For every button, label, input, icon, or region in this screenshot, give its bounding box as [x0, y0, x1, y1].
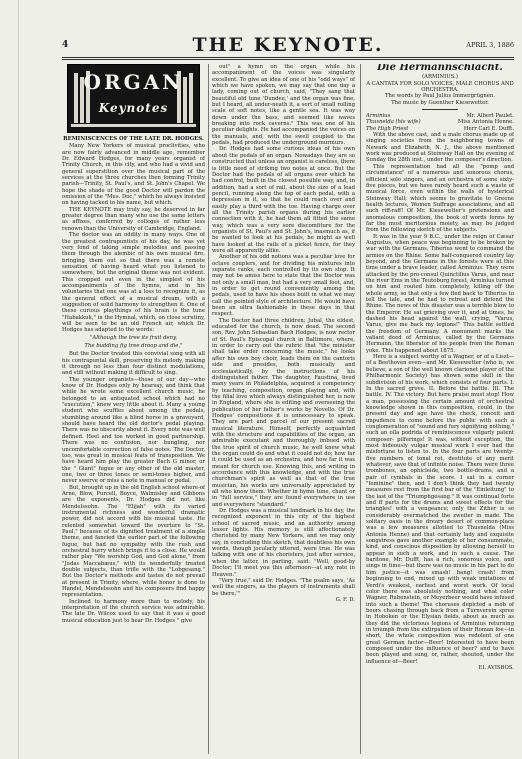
header-rule — [62, 57, 514, 58]
paragraph: But the Doctor treated this convivial song with all his contrapuntal skill, preserving its melody, making it through no less than four distinct modulations, and still without making it difficult to sing. — [62, 351, 205, 377]
paragraph: Another of his odd notions was a peculiar love for octave couplers, and for dividing his mixtures into separate ranks, each controlled by its own stop. It may not be amiss here to state that the Doctor was not only a small man, but had a very small foot, and, in order to get round conveniently among the pedals, used to have his shoes built in what we may call the pointed style of architecture. He would have been an ultra fashionable in these days in that respect. — [212, 254, 355, 318]
paragraph: out" a hymn on the organ, while his accompaniment of the voices was singularly excellent. To give an idea of one of his "odd ways" of which we have spoken, we may say that one day a lady, coming out of church, said, "They sang that beautiful old tune 'Dundee,' and the organ was fine, but I heard, all under-neath it, a sort of small rolling scale of soft notes, like a gentle sea. It was way down under the bass, and seemed like waves breaking into rock caverns." This was one of his peculiar delights. He had accompanied the voices on the manuals, and, with the swell coupled to the pedals, had produced the underground murmurs. — [212, 64, 355, 147]
quote-line: The budding fig tree droop and die," — [84, 343, 183, 349]
paragraph: THE KEYNOTE may truly say, he deserved in far greater degree than many who use the same letters as affixes, conferred by colleges of rather less renown than the University of Cambridge, England. — [62, 206, 205, 232]
issue-date: APRIL 3, 1886 — [466, 41, 514, 49]
page-number: 4 — [62, 40, 69, 50]
article-subtitle: (ARMINIUS.) — [422, 74, 458, 81]
signature: G. F. D. — [335, 596, 355, 603]
cast-performer: Herr Carl E. Dufft. — [463, 125, 514, 132]
page-header — [62, 34, 514, 56]
header-rule-2 — [62, 59, 514, 60]
paragraph: The Doctor had three children; Jubal, the eldest, educated for the church, is now dead. The second son, Rev. John Sebastian Bach Hodges, is now rector of St. Paul's Episcopal church in Baltimore, where, in order to carry out the rubric that "the minister shall take order concerning the music," he looks after his own boy choir, leads them on the cantoris side and presides, both musically and ecclesiastically, by the instructions of his distinguished father. The daughter, Faustina, lived many years in Philadelphia, acquired a competency by teaching, composition, organ playing and, with the filial love which always distinguished her, is now in England, where she is editing and overseeing the publication of her father's works by Novello. Of Dr. Hodges' compositions it is unnecessary to speak. They are part and parcel of our present sacred musical literature. Himself, perfectly acquainted with the structure and capabilities of the organ, an admirable executant and thoroughly imbued with the true spirit of church music, he well knew what the organ could do and what it could not do; how far it could be used as an orchestra, and how far it was meant for church use. Knowing this, and writing in accordance with this knowledge, and with the true churchman's spirit as well as that of the true musician, his works are universally appreciated by all who know them. Whether in hymn tune, chant or in "full service," they are found everywhere in use and everywhere "standard." — [212, 317, 355, 508]
paragraph: "Very true," said Dr. Hodges. "The psalm says, 'As well the singers, as the players of instruments shall be there.'" — [212, 577, 355, 597]
logo-word-organ: ORGAN — [83, 70, 184, 94]
paragraph: Here is a subject worthy of a Wagner, or of a Liszt—of a Beethoven even—and Mr. Kiesewetter (who is, we believe, a son of the well known clarionet player of the Philharmonic Society) has shown some skill in the subdivision of his work, which consists of four parts. I. In the sacred grove. II. Before the battle. III. The battle. IV. The victory. But here praise must stop! How a man, possessing the certain amount of orchestral knowledge shown in this composition, could, in the present day and age have the check, conceit and impudence to come before the public with such a conglomeration of "sound and fury signifying nothing," such an olla podrida of reminiscences vulgarly patent composer- pilferings! It was, without exception, the most hideously vulgar musical work I ever had the misfortune to listen to. In the four parts are twenty-five numbers of tonal rot, destitute of any merit whatever, save that of infinite noise. There were three trombones, an ophicleide, two bottle-drums, and a pair of cymbals in the score. I sat in a corner "feminine" then, and I don't think they had twenty measures rest from the first bar of the "Einleitung" to the last of the "Triumphgesang." It was continual forte and ff parts for the drums and sweet effects for the triangles! with a vengeance; only the Zither is so considerably overmatched the zweiter in made. The solitary oasis in the dreary desert of common-place was a few measures allotted to Thusnelda (Miss Antonia Henne) and that certainly lady and exquisite songstress gave another example of her consummate, kind, and conscious disposition by allowing herself to appear in such a work, and in such a cause. The baritone, Mr. Dufft, has a rich, sonorous voice, and sings in time—but there was no music in his part to do him justice—it was smash! bang! crash! from beginning to end, mixed up with weak imitations of Verdi's weakest, earliest and worst work. Of local color there was absolutely nothing, and what color Wagner, Rubenstein, or Meyerbeer would have infused into such a theme! The choruses depicted a mob of boors chasing through back from a Turnverein spree in Hoboken or the Elysian fields, about as much as they did the victorious legions of Arminius returning in triumph from the extirpation of their Roman foe—in short, the whole composition was redolent of one great German factor—Beer! Interested to have been composed under the influence of beer? and to have been played and sung, or, rather, shouted, under the influence of—Beer! — [366, 354, 514, 665]
paragraph: The younger organists—those of our day—who know of Dr. Hodges only by hearsay, and think that while he wrote some excellent church music, he belonged to an antiquated school which had no "execution," knew very little about it. Many a young student who scuffles about among the pedals, stumbling around like a blind horse in a graveyard, should have heard the old doctor's pedal playing. There was no obscurity about it. Every note was well defined. Heel and toe worked in good partnership. There was no confusion, nor bungling, nor uncomfortable correction of false notes. The Doctor, too, was great in musical feats of transposition. We have heard him play the greater Bach G minor, or the " Giant" fugue or any other of the old master, one, two or three tones or semi-tones higher, and never swerve or miss a note in manual or pedal. — [62, 376, 205, 485]
paragraph: Dr. Hodges had some curious ideas of his own about the pedals of an organ. Nowadays they are so constructed that unless an organist is careless, there is little need of striking two notes at once. But the Doctor had the pedals of all organs over which he had control, built in the closest possible way, and, in addition, had a sort of rail, about the size of a lead pencil, running along the top of each pedal, with a depression in it, so that he could reach over and easily play a third with the toe. Having charge over all the Trinity parish organs during his earlier connection with it, he had them all fitted the same way, which was a very sore discomfiture for the organists of St. Paul's and St. John's, inasmuch as, if he wanted to look at his pedals, he might as well have looked at the rails of a picket fence, for they were all apparently alike. — [212, 146, 355, 254]
cast-performer: Mr. Albert Paulet. — [466, 113, 514, 120]
page-edge — [18, 0, 19, 759]
cantata-description: A CANTATA FOR SOLO VOICES, MALE CHORUS AND ORCHESTRA. — [366, 80, 514, 94]
paragraph: The doctor was an oddity in many ways. One of the greatest contrapuntists of his day, he was yet very fond of taking simple melodies and passing them through the alembic of his own musical fire, bringing them out so that there was a remote sensation of having heard what you listened to somewhere, but the original theme was not evident. This cropped out even in the simplest of his accompaniments of the hymns, and in his voluntaries that one was at a loss to recognize it, as the general effect of a musical dream, with a suggestion of solid harmony to strengthen it. One of these curious playthings of his brain is the tune "Habakkuk," in the Hymnal, which, on close scrutiny, will be seen to be an old French air, which Dr. Hodges has adapted to the words: — [62, 232, 205, 334]
masthead: THE KEYNOTE. — [192, 34, 384, 56]
column-2 — [212, 64, 355, 754]
paragraph: It was in the year 9 B.C., under the reign of Cæsar Augustus, when peace was beginning to be broken by war with the Germans, Tiberius went to command the armies on the Rhine. Some half-conquered country lay beyond, and the Germans in the forests were at this time under a brave leader, called Arminius. They were attacked by the pro-consul Quinctilius Varus, and near the river Ems in the Teutoburg forest, Arminius turned on him and routed him completely, killing off the whole army, so that only a few fled back to Tiberius to tell the tale, and he had to retreat and defend the Rhine. The news of this disaster was a terrible blow to the Emperor. He sat grieving over it, and at times, he dashed his head against the wall, crying, "Varus, Varus, give me back my legions!" This battle settled the freedom of Germany. A monument marks the valiant deed of Arminius, called by the Germans Hermann, the liberator of his people from the Roman yoke. This happened about 1875. — [366, 233, 514, 354]
quote-line: "Although the tree its fruit deny, — [89, 334, 178, 341]
column-3 — [366, 64, 514, 754]
cast-role: Thusnelda (his wife) — [366, 119, 421, 126]
logo-word-keynotes: Keynotes — [98, 101, 169, 115]
music-credit: The music by Guenther Kiesewetter. — [391, 99, 489, 106]
paragraph: But, brought up in the old English school where-of Arne, Blow, Purcell, Boyce, Walmisley and Gibbons are the exponents, Dr. Hodges did not like Mendelssohn. The "Elijah" with its varied instrumental richness and wonderful dramatic power, did not accord with his musical taste. He relented somewhat toward the overture to "St. Paul," because of its dignified treatment of a simple theme, and fancied the earlier part of the following fugue, but had no sympathy with the rush and orchestral hurry which brings it to a close. He would rather play "We worship God, and God alone," from "Judas Maccabæus," with its wonderfully treated double subjects, than trifle with the "Lobgesang." But the Doctor's methods and tastes do not prevail at present in Trinity, where, while honor is done to Handel, Mendelssohn and his composers find happy representation. — [62, 484, 205, 599]
column-rule — [360, 64, 361, 754]
article-title: Die Hermannschlacht. — [377, 64, 503, 73]
cast-role: Arminius — [366, 113, 391, 120]
paragraph: Dr. Hodges was a musical landmark in his day, the recognized exponent in this city of the highest school of sacred music, and an authority among lesser lights. His memory is still affectionately cherished by many New Yorkers, and we may only say, in concluding this sketch, that doubtless his own words, though jocularly uttered, were true. He was talking with one of his choristers, just after service, when the latter, in parting, said: "Well, good-by Doctor; I'll meet you this afternoon—at any rate in Heaven." — [212, 508, 355, 578]
cast-performer: Miss Antonia Henne. — [457, 119, 514, 126]
signature: EL AVISBOS. — [478, 664, 514, 671]
column-1 — [62, 64, 205, 754]
paragraph: Many New Yorkers of musical proclivities, who are now fairly advanced in middle age, remember Dr. Edward Hodges, for many years organist of Trinity Church, in this city, and who had a vivid and general superstition over the musical part of the services at the three churches then forming Trinity parish—Trinity, St. Paul's, and St. John's Chapel. We hope the shade of the good Doctor will pardon the omission of the "Mus. Doc," which he always insisted on having tacked to his name, but which. — [62, 143, 205, 207]
organ-keynotes-logo — [67, 64, 200, 133]
words-credit: The words by Paul Julius Immergrügnen. — [384, 93, 496, 100]
divider — [422, 109, 458, 110]
paragraph: This representation had all the "pomp and circumstance" of a numerous and sonorous chorus, efficient solo singers, and an orchestra of some sixty-five pieces, but we have rarely heard such a waste of musical force, even within the walls of hysterical Steinway Hall; which seems to gravitate to Greene health lectures, Women Suffrage associations, and all such riff-raff! Of Mr. Kiesewetter's pretensions and anomalous composition, the book of words forms by far the most meritorious moiety, as may be judged from the following sketch of the subjects. — [366, 163, 514, 234]
article-title: REMINISCENCES OF THE LATE DR. HODGES. — [63, 136, 204, 142]
cast-role: The High Priest — [366, 125, 409, 132]
paragraph: Inclined to harmony more than to melody, his interpretation of the church service was admirable. The late Dr. Wilcox used to say that it was a good musical education just to hear Dr. Hodges " give — [62, 598, 205, 624]
paragraph: With the above cast, and a male chorus made up of singing societies from the neighboring towns of Newark and Elizabeth, N. J., the above mentioned work was produced at Steinway Hall on the evening of Sunday the 28th inst., under the composer's direction. — [366, 132, 514, 164]
column-rule — [208, 64, 209, 754]
